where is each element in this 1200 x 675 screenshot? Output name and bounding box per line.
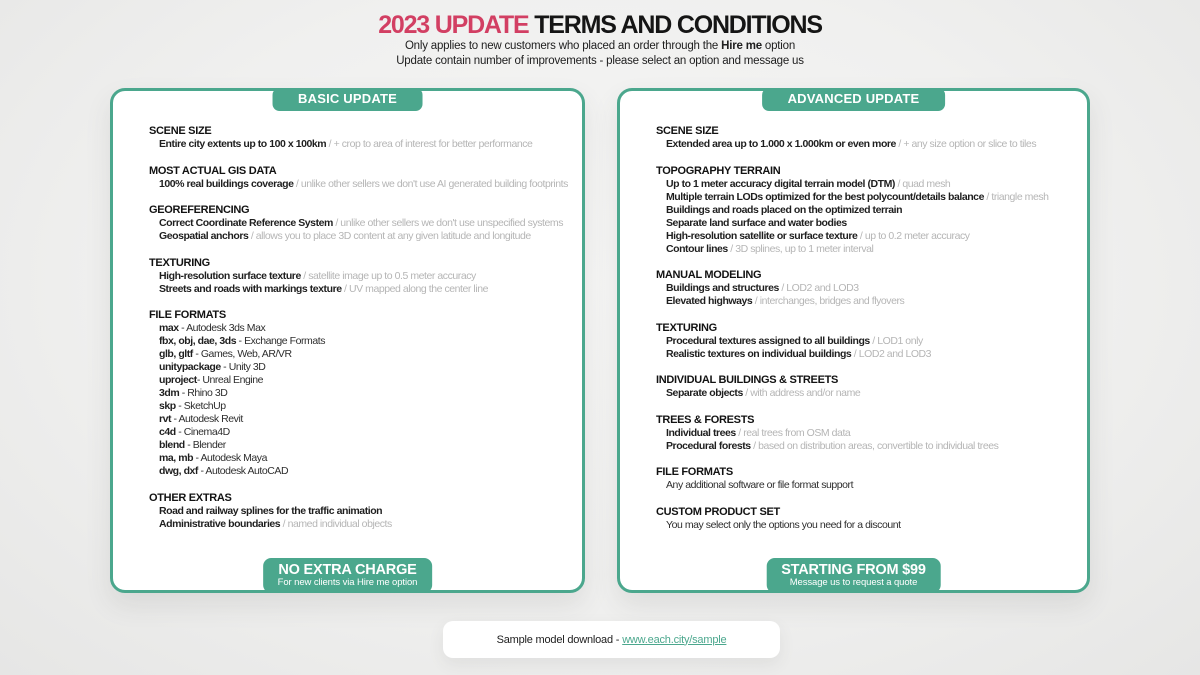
section bbox=[656, 466, 1079, 492]
feature-item bbox=[149, 322, 574, 335]
feature-main: Extended area up to 1.000 x 1.000km or even more bbox=[666, 138, 896, 150]
feature-item bbox=[149, 138, 574, 151]
feature-note: / allows you to place 3D content at any given latitude and longitude bbox=[248, 230, 531, 242]
section-heading: SCENE SIZE bbox=[656, 125, 719, 137]
sample-download-bar bbox=[443, 621, 780, 658]
feature-main: blend bbox=[159, 439, 185, 451]
subtitle-line-2: Update contain number of improvements - please select an option and message us bbox=[396, 54, 804, 67]
feature-rest: - Cinema4D bbox=[175, 426, 230, 438]
feature-main: fbx, obj, dae, 3ds bbox=[159, 335, 237, 347]
feature-main: High-resolution satellite or surface texture bbox=[666, 229, 858, 242]
section bbox=[149, 165, 574, 191]
feature-note: / satellite image up to 0.5 meter accuracy bbox=[300, 269, 476, 282]
section bbox=[656, 374, 1079, 400]
feature-note: / triangle mesh bbox=[983, 190, 1049, 203]
feature-main: Geospatial anchors bbox=[159, 230, 249, 242]
feature-item bbox=[149, 178, 574, 191]
feature-main: Procedural forests bbox=[666, 439, 751, 452]
subtitle1-pre: Only applies to new customers who placed an order through the bbox=[404, 40, 722, 52]
feature-rest: - Unreal Engine bbox=[196, 374, 264, 386]
feature-main: Entire city extents up to 100 x 100km bbox=[159, 138, 327, 150]
feature-note: / + any size option or slice to tiles bbox=[895, 138, 1037, 150]
feature-main: Up to 1 meter accuracy digital terrain model (DTM) bbox=[666, 177, 895, 190]
subtitle1-bold: Hire me bbox=[721, 40, 762, 52]
section-heading: TOPOGRAPHY TERRAIN bbox=[656, 164, 781, 177]
feature-main: rvt bbox=[159, 413, 172, 425]
advanced-update-tab: ADVANCED UPDATE bbox=[762, 88, 946, 111]
feature-main: Road and railway splines for the traffic animation bbox=[159, 504, 383, 517]
feature-note: / LOD1 only bbox=[869, 334, 923, 347]
feature-item bbox=[656, 204, 1079, 217]
feature-main: glb, gltf bbox=[159, 348, 193, 360]
feature-note: / based on distribution areas, convertible to individual trees bbox=[750, 439, 999, 452]
feature-note: / UV mapped along the center line bbox=[341, 282, 488, 295]
advanced-update-content bbox=[620, 91, 1087, 532]
panel-advanced-update bbox=[617, 88, 1090, 593]
badge-subtitle: For new clients via Hire me option bbox=[277, 577, 418, 588]
section-heading: CUSTOM PRODUCT SET bbox=[656, 505, 780, 518]
feature-main: Buildings and structures bbox=[666, 282, 779, 294]
feature-main: max bbox=[159, 322, 179, 334]
section bbox=[149, 125, 574, 151]
feature-note: / LOD2 and LOD3 bbox=[851, 347, 932, 360]
feature-main: uproject bbox=[159, 374, 197, 386]
starting-from-badge bbox=[766, 558, 941, 593]
feature-main: Administrative boundaries bbox=[159, 517, 281, 530]
feature-main: Elevated highways bbox=[666, 295, 753, 307]
section bbox=[149, 204, 574, 243]
feature-item bbox=[656, 243, 1079, 256]
section-heading: MOST ACTUAL GIS DATA bbox=[149, 164, 277, 177]
section bbox=[656, 506, 1079, 532]
feature-main: Correct Coordinate Reference System bbox=[159, 217, 333, 229]
feature-main: Separate objects bbox=[666, 387, 743, 399]
section-heading: TEXTURING bbox=[656, 321, 717, 334]
feature-rest: - Autodesk Maya bbox=[193, 452, 267, 464]
feature-item bbox=[149, 348, 574, 361]
feature-item bbox=[656, 348, 1079, 361]
feature-item bbox=[656, 295, 1079, 308]
section-heading: TREES & FORESTS bbox=[656, 413, 755, 426]
feature-item bbox=[149, 439, 574, 452]
feature-rest: - Games, Web, AR/VR bbox=[192, 348, 292, 360]
page-title bbox=[0, 12, 1200, 38]
feature-item bbox=[656, 230, 1079, 243]
section-heading: MANUAL MODELING bbox=[656, 269, 762, 281]
feature-main: 3dm bbox=[159, 387, 180, 399]
feature-rest: You may select only the options you need for a discount bbox=[666, 518, 901, 531]
subtitle1-post: option bbox=[761, 40, 796, 52]
feature-item bbox=[149, 283, 574, 296]
badge-title: NO EXTRA CHARGE bbox=[278, 562, 417, 578]
feature-item bbox=[149, 230, 574, 243]
feature-item bbox=[149, 361, 574, 374]
feature-item bbox=[149, 217, 574, 230]
feature-item bbox=[149, 505, 574, 518]
feature-rest: - Unity 3D bbox=[220, 361, 266, 373]
feature-main: 100% real buildings coverage bbox=[159, 177, 294, 190]
section bbox=[149, 492, 574, 531]
badge-subtitle: Message us to request a quote bbox=[789, 577, 918, 588]
feature-item bbox=[656, 479, 1079, 492]
feature-note: / unlike other sellers we don't use unspecified systems bbox=[332, 217, 564, 229]
feature-item bbox=[656, 178, 1079, 191]
section-heading: OTHER EXTRAS bbox=[149, 491, 232, 504]
section-heading: FILE FORMATS bbox=[656, 466, 733, 478]
section bbox=[656, 125, 1079, 151]
subtitle-line-1 bbox=[0, 40, 1200, 53]
feature-note: / quad mesh bbox=[894, 177, 951, 190]
feature-item bbox=[149, 374, 574, 387]
basic-update-content bbox=[113, 91, 582, 531]
panel-basic-update bbox=[110, 88, 585, 593]
feature-rest: - SketchUp bbox=[175, 400, 226, 412]
feature-item bbox=[149, 452, 574, 465]
section-heading: INDIVIDUAL BUILDINGS & STREETS bbox=[656, 374, 839, 386]
title-rest: TERMS AND CONDITIONS bbox=[528, 11, 822, 39]
badge-title: STARTING FROM $99 bbox=[781, 562, 926, 578]
feature-rest: - Autodesk AutoCAD bbox=[197, 465, 289, 477]
feature-main: Individual trees bbox=[666, 426, 736, 439]
section bbox=[149, 257, 574, 296]
feature-main: High-resolution surface texture bbox=[159, 269, 301, 282]
feature-item bbox=[656, 519, 1079, 532]
section-heading: FILE FORMATS bbox=[149, 309, 226, 321]
feature-main: Contour lines bbox=[666, 242, 728, 255]
feature-note: / real trees from OSM data bbox=[735, 426, 851, 439]
feature-item bbox=[656, 440, 1079, 453]
feature-main: Realistic textures on individual buildings bbox=[666, 347, 852, 360]
feature-item bbox=[149, 518, 574, 531]
title-accent: 2023 UPDATE bbox=[378, 11, 529, 39]
feature-main: c4d bbox=[159, 426, 176, 438]
feature-main: Streets and roads with markings texture bbox=[159, 282, 342, 295]
feature-rest: - Exchange Formats bbox=[236, 335, 325, 347]
feature-note: / interchanges, bridges and flyovers bbox=[752, 295, 905, 307]
feature-item bbox=[149, 387, 574, 400]
feature-item bbox=[149, 335, 574, 348]
feature-main: skp bbox=[159, 400, 176, 412]
section-heading: SCENE SIZE bbox=[149, 125, 212, 137]
feature-main: Procedural textures assigned to all buildings bbox=[666, 334, 870, 347]
feature-rest: - Autodesk 3ds Max bbox=[178, 322, 266, 334]
feature-note: / unlike other sellers we don't use AI generated building footprints bbox=[293, 177, 568, 190]
feature-main: Buildings and roads placed on the optimized terrain bbox=[666, 203, 903, 216]
feature-note: / with address and/or name bbox=[742, 387, 861, 399]
feature-main: unitypackage bbox=[159, 361, 221, 373]
section bbox=[656, 322, 1079, 361]
section bbox=[149, 309, 574, 478]
sample-download-link[interactable]: www.each.city/sample bbox=[622, 633, 727, 646]
feature-main: ma, mb bbox=[159, 452, 194, 464]
feature-item bbox=[149, 465, 574, 478]
page-header bbox=[0, 12, 1200, 67]
feature-rest: - Rhino 3D bbox=[179, 387, 228, 399]
section bbox=[656, 269, 1079, 308]
feature-note: / 3D splines, up to 1 meter interval bbox=[727, 242, 874, 255]
feature-item bbox=[149, 400, 574, 413]
feature-note: / up to 0.2 meter accuracy bbox=[857, 229, 970, 242]
section bbox=[656, 165, 1079, 256]
feature-item bbox=[656, 282, 1079, 295]
feature-item bbox=[149, 270, 574, 283]
feature-note: / LOD2 and LOD3 bbox=[778, 282, 859, 294]
feature-item bbox=[656, 387, 1079, 400]
section-heading: TEXTURING bbox=[149, 256, 210, 269]
section-heading: GEOREFERENCING bbox=[149, 204, 250, 216]
feature-note: / named individual objects bbox=[280, 517, 392, 530]
feature-rest: - Blender bbox=[184, 439, 226, 451]
feature-item bbox=[656, 217, 1079, 230]
feature-note: / + crop to area of interest for better performance bbox=[326, 138, 533, 150]
feature-rest: Any additional software or file format support bbox=[666, 479, 854, 491]
feature-rest: - Autodesk Revit bbox=[171, 413, 243, 425]
no-extra-charge-badge bbox=[263, 558, 433, 593]
feature-main: dwg, dxf bbox=[159, 465, 198, 477]
feature-item bbox=[149, 426, 574, 439]
sample-download-label: Sample model download - bbox=[496, 633, 620, 646]
feature-item bbox=[656, 138, 1079, 151]
section bbox=[656, 414, 1079, 453]
feature-main: Separate land surface and water bodies bbox=[666, 216, 847, 229]
feature-main: Multiple terrain LODs optimized for the best polycount/details balance bbox=[666, 190, 984, 203]
basic-update-tab: BASIC UPDATE bbox=[272, 88, 423, 111]
feature-item bbox=[656, 427, 1079, 440]
feature-item bbox=[656, 191, 1079, 204]
feature-item bbox=[656, 335, 1079, 348]
feature-item bbox=[149, 413, 574, 426]
